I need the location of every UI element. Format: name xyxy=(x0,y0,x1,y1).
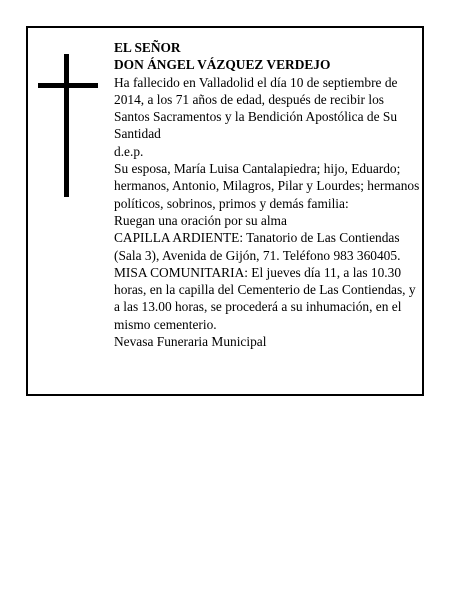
notice-title-line1: EL SEÑOR xyxy=(114,40,181,55)
mass-info: MISA COMUNITARIA: El jueves día 11, a las 10.30 horas, en la capilla del Cementerio de Las Contiendas, y a las 13.00 horas, se procederá a su inhumación, en el mismo cementerio. xyxy=(114,264,416,332)
cross-vertical-bar xyxy=(64,54,69,197)
notice-text xyxy=(114,39,420,350)
dep-abbreviation: d.e.p. xyxy=(114,143,144,159)
funeral-home: Nevasa Funeraria Municipal xyxy=(114,334,267,350)
obituary-notice xyxy=(26,26,424,396)
deceased-name: DON ÁNGEL VÁZQUEZ VERDEJO xyxy=(114,57,331,73)
death-announcement: Ha fallecido en Valladolid el día 10 de septiembre de 2014, a los 71 años de edad, después de recibir los Santos Sacramentos y la Bendición Apostólica de Su Santidad xyxy=(114,74,398,142)
chapel-info: CAPILLA ARDIENTE: Tanatorio de Las Contiendas (Sala 3), Avenida de Gijón, 71. Teléfono 983 360405. xyxy=(114,230,401,263)
cross-icon xyxy=(38,54,98,197)
prayer-request: Ruegan una oración por su alma xyxy=(114,212,287,228)
cross-horizontal-bar xyxy=(38,83,98,88)
family-list: Su esposa, María Luisa Cantalapiedra; hijo, Eduardo; hermanos, Antonio, Milagros, Pilar y Lourdes; hermanos políticos, sobrinos, primos y demás familia: xyxy=(114,161,420,211)
